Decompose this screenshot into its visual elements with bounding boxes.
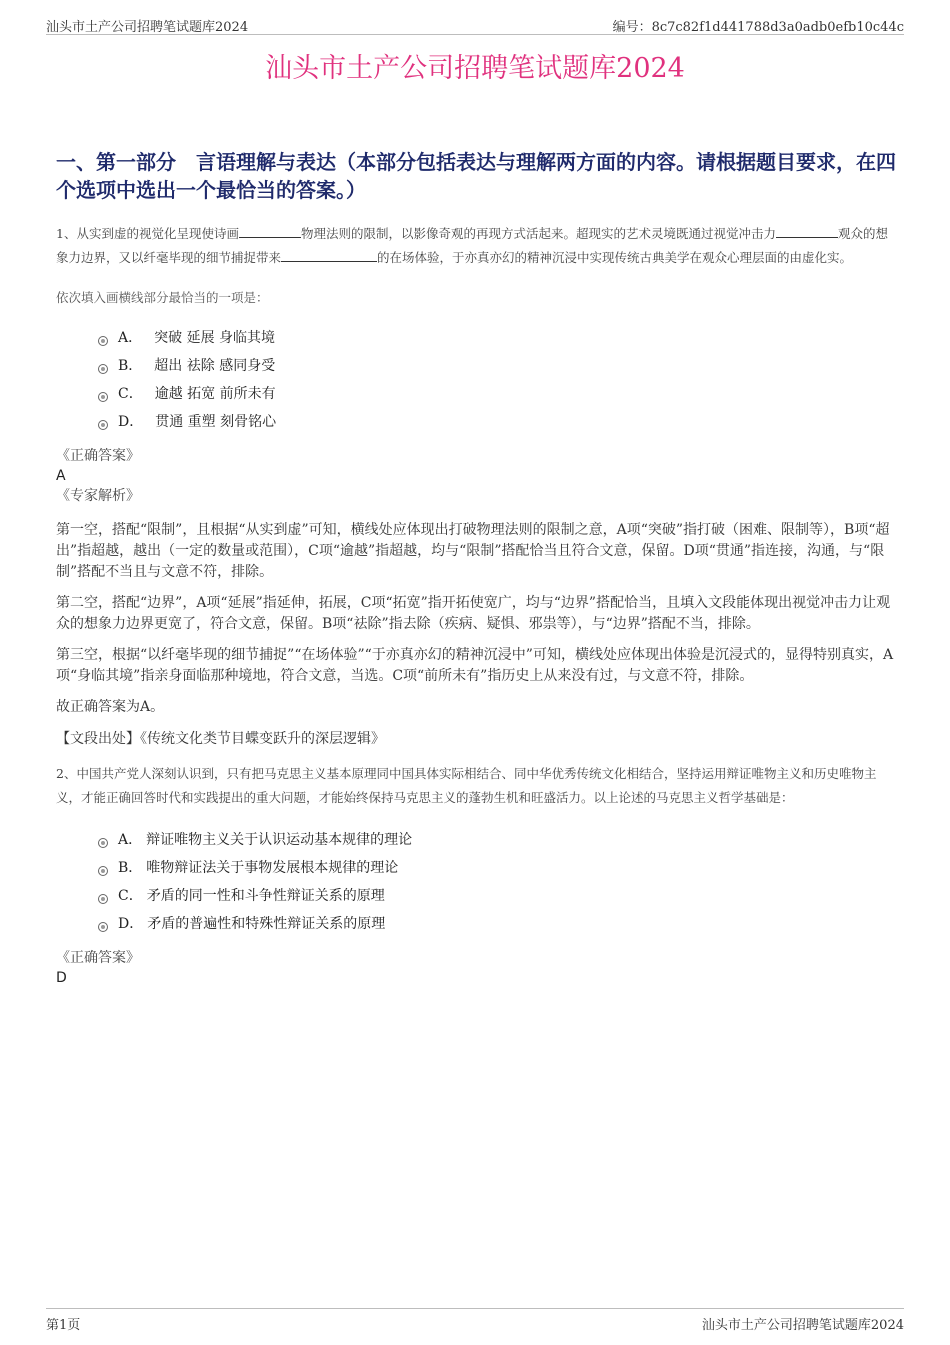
answer-blank-2 xyxy=(776,223,838,238)
correct-answer-value: A xyxy=(56,468,66,484)
section-heading: 一、第一部分 言语理解与表达（本部分包括表达与理解两方面的内容。请根据题目要求，在四个选项中选出一个最恰当的答案。） xyxy=(56,150,896,202)
option-letter: D． xyxy=(118,916,144,932)
radio-button-icon[interactable] xyxy=(98,866,108,876)
header-serial-number: 编号：8c7c82f1d441788d3a0adb0efb10c44c xyxy=(612,20,904,35)
correct-answer-label: 《正确答案》 xyxy=(56,448,140,464)
option-text: 唯物辩证法关于事物发展根本规律的理论 xyxy=(146,860,399,876)
radio-button-icon[interactable] xyxy=(98,922,108,932)
analysis-paragraph: 第一空，搭配“限制”，且根据“从实到虚”可知，横线处应体现出打破物理法则的限制之意，A项“突破”指打破（困难、限制等），B项“超出”指超越，越出（一定的数量或范围），C项“逾越”指超越，均与“限制”搭配恰当且符合文意，保留。D项“贯通”指连接，沟通，与“限制”搭配不当且与文意不符，排除。 xyxy=(56,522,890,580)
main-content xyxy=(56,148,896,988)
option-a[interactable] xyxy=(98,826,896,854)
option-a[interactable] xyxy=(98,324,896,352)
correct-answer-label: 《正确答案》 xyxy=(56,950,140,966)
option-text: 突破 延展 身临其境 xyxy=(154,330,276,346)
question-1-stem-part-1: 1、从实到虚的视觉化呈现使诗画 xyxy=(56,226,239,241)
option-letter: C． xyxy=(118,888,143,904)
expert-analysis-label: 《专家解析》 xyxy=(56,488,140,504)
question-1-options xyxy=(56,324,896,436)
analysis-paragraph: 故正确答案为A。 xyxy=(56,699,165,715)
option-text: 逾越 拓宽 前所未有 xyxy=(154,386,276,402)
question-1-stem-part-3: 观众的想象力边界，又以纤毫毕现的细节捕捉带来 xyxy=(56,226,888,265)
analysis-paragraph: 第三空，根据“以纤毫毕现的细节捕捉”“在场体验”“于亦真亦幻的精神沉浸中”可知，横线处应体现出体验是沉浸式的，显得特别真实，A项“身临其境”指亲身面临那种境地，符合文意，当选。C项“前所未有”指历史上从来没有过，与文意不符，排除。 xyxy=(56,647,894,684)
page-header xyxy=(46,14,904,35)
option-text: 贯通 重塑 刻骨铭心 xyxy=(155,414,277,430)
passage-source: 【文段出处】《传统文化类节目蝶变跃升的深层逻辑》 xyxy=(56,731,385,747)
option-b[interactable] xyxy=(98,854,896,882)
option-d[interactable] xyxy=(98,408,896,436)
radio-button-icon[interactable] xyxy=(98,894,108,904)
expert-analysis xyxy=(56,520,896,718)
option-letter: C． xyxy=(118,386,143,402)
option-c[interactable] xyxy=(98,380,896,408)
option-text: 超出 祛除 感同身受 xyxy=(154,358,276,374)
answer-blank-1 xyxy=(239,223,301,238)
radio-button-icon[interactable] xyxy=(98,364,108,374)
document-title: 汕头市土产公司招聘笔试题库2024 xyxy=(265,53,685,84)
radio-button-icon[interactable] xyxy=(98,838,108,848)
question-2-stem: 2、中国共产党人深刻认识到，只有把马克思主义基本原理同中国具体实际相结合、同中华优秀传统文化相结合，坚持运用辩证唯物主义和历史唯物主义，才能正确回答时代和实践提出的重大问题，才能始终保持马克思主义的蓬勃生机和旺盛活力。以上论述的马克思主义哲学基础是： xyxy=(56,766,877,805)
analysis-paragraph: 第二空，搭配“边界”，A项“延展”指延伸，拓展，C项“拓宽”指开拓使宽广，均与“边界”搭配恰当，且填入文段能体现出视觉冲击力让观众的想象力边界更宽了，符合文意，保留。B项“祛除”指去除（疾病、疑惧、邪祟等），与“边界”搭配不当，排除。 xyxy=(56,595,891,632)
option-letter: B． xyxy=(118,358,143,374)
option-letter: A． xyxy=(118,330,143,346)
radio-button-icon[interactable] xyxy=(98,420,108,430)
question-1-prompt: 依次填入画横线部分最恰当的一项是： xyxy=(56,290,269,305)
option-b[interactable] xyxy=(98,352,896,380)
footer-doc-name: 汕头市土产公司招聘笔试题库2024 xyxy=(701,1318,904,1333)
question-1-stem-part-2: 物理法则的限制，以影像奇观的再现方式活起来。超现实的艺术灵境既通过视觉冲击力 xyxy=(300,226,776,241)
option-c[interactable] xyxy=(98,882,896,910)
radio-button-icon[interactable] xyxy=(98,336,108,346)
answer-blank-3 xyxy=(281,247,377,262)
question-2 xyxy=(56,762,896,988)
question-1 xyxy=(56,222,896,748)
page-number: 第1页 xyxy=(46,1318,81,1333)
page-footer xyxy=(46,1308,904,1333)
option-letter: A． xyxy=(118,832,143,848)
header-doc-name: 汕头市土产公司招聘笔试题库2024 xyxy=(46,20,249,35)
option-letter: B． xyxy=(118,860,143,876)
option-letter: D． xyxy=(118,414,144,430)
question-1-stem xyxy=(56,222,896,270)
radio-button-icon[interactable] xyxy=(98,392,108,402)
option-text: 矛盾的同一性和斗争性辩证关系的原理 xyxy=(146,888,385,904)
option-text: 辩证唯物主义关于认识运动基本规律的理论 xyxy=(146,832,413,848)
question-2-options xyxy=(56,826,896,938)
option-d[interactable] xyxy=(98,910,896,938)
correct-answer-value: D xyxy=(56,970,67,986)
question-1-stem-part-4: 的在场体验，于亦真亦幻的精神沉浸中实现传统古典美学在观众心理层面的由虚化实。 xyxy=(377,250,853,265)
option-text: 矛盾的普遍性和特殊性辩证关系的原理 xyxy=(147,916,386,932)
